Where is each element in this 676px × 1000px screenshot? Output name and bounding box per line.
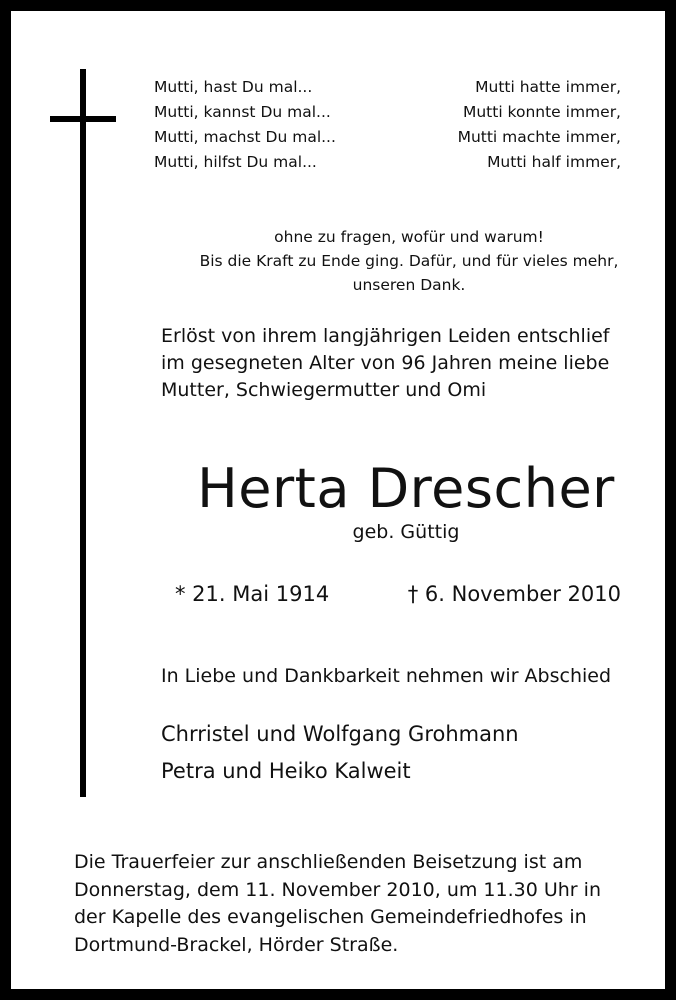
deceased-name: Herta Drescher [197, 457, 615, 520]
poem-left-column [154, 75, 336, 175]
service-details [74, 849, 601, 959]
poem-right-column [458, 75, 621, 175]
service-line: Donnerstag, dem 11. November 2010, um 11.30 Uhr in [74, 878, 601, 901]
birth-date: * 21. Mai 1914 [175, 582, 330, 606]
intro-line: Erlöst von ihrem langjährigen Leiden entschlief [161, 325, 610, 347]
death-date: † 6. November 2010 [407, 582, 621, 606]
cross-icon-beam [50, 116, 116, 122]
poem-line: Mutti konnte immer, [462, 103, 621, 121]
poem-line: Mutti half immer, [487, 153, 621, 171]
poem-line: Mutti, hast Du mal... [154, 78, 313, 96]
poem-line: Mutti machte immer, [457, 128, 621, 146]
service-line: der Kapelle des evangelischen Gemeindefriedhofes in [74, 906, 587, 928]
poem-line: Mutti hatte immer, [475, 78, 621, 96]
service-line: Dortmund-Brackel, Hörder Straße. [74, 933, 399, 956]
maiden-name: geb. Güttig [352, 521, 460, 543]
cross-icon [80, 69, 86, 797]
poem-line: Mutti, hilfst Du mal... [154, 153, 317, 171]
farewell-text: In Liebe und Dankbarkeit nehmen wir Abschied [161, 665, 612, 687]
mourners-list [161, 716, 519, 790]
service-line: Die Trauerfeier zur anschließenden Beisetzung ist am [74, 851, 583, 873]
intro-text [161, 323, 609, 404]
mourner-name: Petra und Heiko Kalweit [161, 759, 411, 783]
verse-line: ohne zu fragen, wofür und warum! [274, 228, 544, 246]
verse [154, 225, 664, 297]
poem-line: Mutti, machst Du mal... [154, 128, 336, 146]
mourner-name: Chrristel und Wolfgang Grohmann [161, 722, 519, 746]
intro-line: Mutter, Schwiegermutter und Omi [161, 379, 487, 401]
intro-line: im gesegneten Alter von 96 Jahren meine liebe [161, 352, 610, 374]
verse-line: unseren Dank. [352, 276, 466, 294]
verse-line: Bis die Kraft zu Ende ging. Dafür, und für vieles mehr, [199, 252, 619, 270]
poem-line: Mutti, kannst Du mal... [154, 103, 331, 121]
